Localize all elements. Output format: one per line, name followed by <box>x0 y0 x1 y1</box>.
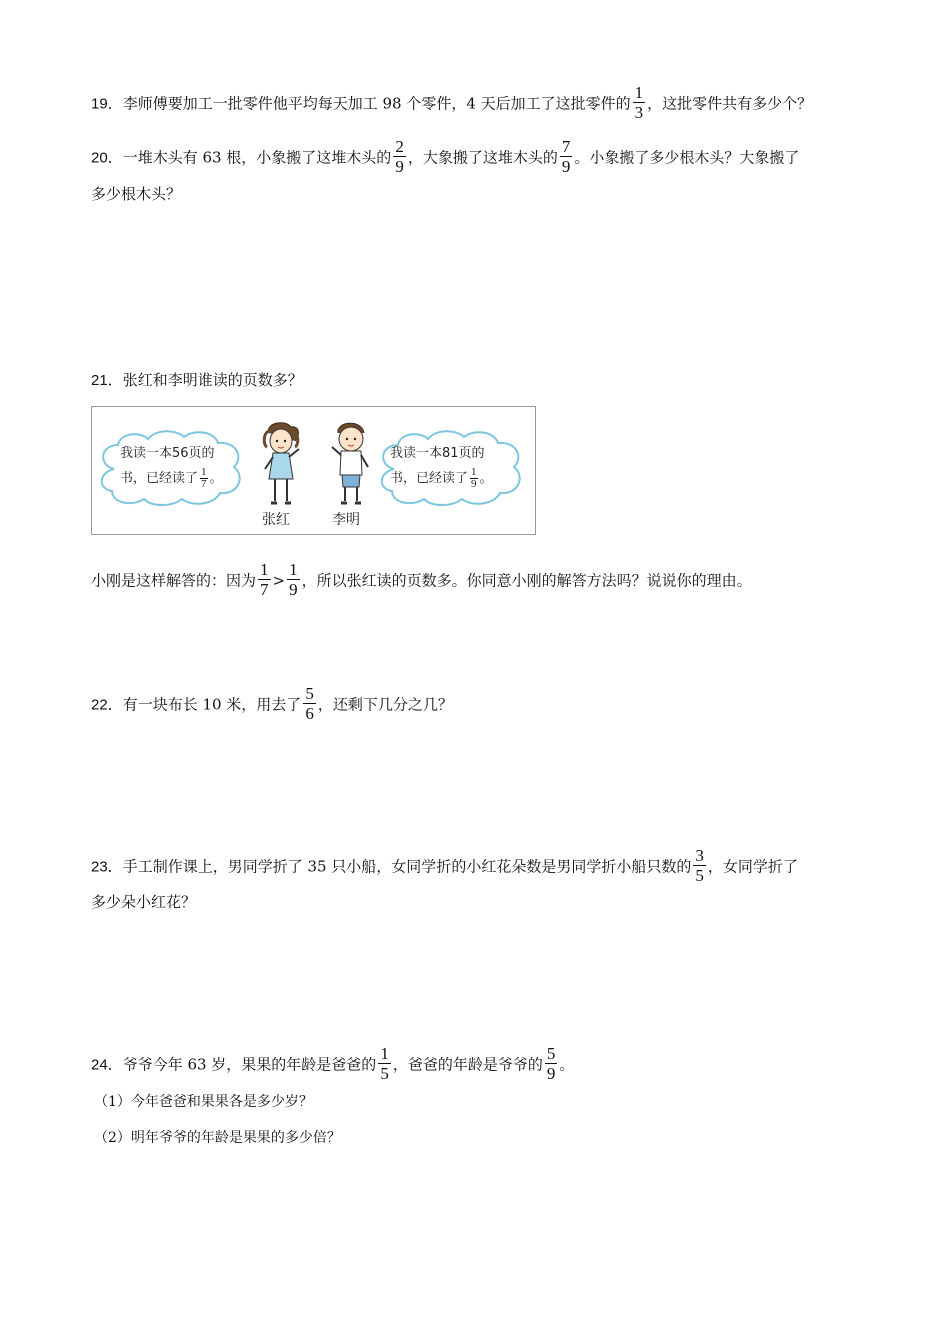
answer-text: 小刚是这样解答的：因为 <box>91 571 257 590</box>
denominator: 9 <box>546 1064 556 1083</box>
question-24 <box>91 1046 574 1085</box>
question-text: ，女同学折了 <box>707 857 798 876</box>
girl-icon <box>255 419 307 511</box>
left-bubble-end: 。 <box>209 471 223 486</box>
numerator: 1 <box>380 1044 389 1063</box>
denominator: 7 <box>260 580 269 599</box>
numerator: 5 <box>305 684 314 703</box>
question-text: 张红和李明谁读的页数多？ <box>122 371 303 389</box>
right-name-label: 李明 <box>332 512 360 528</box>
sub-question-1: （1）今年爸爸和果果各是多少岁？ <box>94 1094 313 1110</box>
question-text: ，还剩下几分之几？ <box>317 695 453 714</box>
denominator: 9 <box>395 157 404 176</box>
fraction <box>560 137 573 176</box>
denominator: 7 <box>201 478 207 490</box>
numerator: 7 <box>561 137 571 156</box>
fraction <box>200 467 208 490</box>
denominator: 3 <box>634 103 644 122</box>
question-23 <box>91 848 798 887</box>
denominator: 9 <box>289 580 298 599</box>
question-20-line-2: 多少根木头？ <box>91 185 182 203</box>
fraction <box>303 684 316 723</box>
question-22 <box>91 686 453 725</box>
question-text: ，这批零件共有多少个？ <box>647 94 813 113</box>
fraction <box>470 467 478 490</box>
question-20 <box>91 139 799 178</box>
right-bubble-text: 书，已经读了 <box>390 471 469 486</box>
reading-illustration <box>91 406 536 535</box>
question-text: 爷爷今年 63 岁，果果的年龄是爸爸的 <box>122 1055 377 1074</box>
right-bubble-line-1: 我读一本81页的 <box>390 446 485 461</box>
answer-text: ，所以张红读的页数多。你同意小刚的解答方法吗？说说你的理由。 <box>301 571 752 590</box>
question-number: 20． <box>91 149 123 167</box>
question-21-answer <box>91 562 752 601</box>
numerator: 2 <box>395 137 404 156</box>
numerator: 1 <box>634 83 644 102</box>
question-number: 24． <box>91 1056 123 1074</box>
left-bubble-text: 书，已经读了 <box>120 471 199 486</box>
numerator: 1 <box>289 560 298 579</box>
question-text: 。小象搬了多少根木头？大象搬了 <box>574 148 800 167</box>
question-text: 。 <box>559 1055 575 1074</box>
denominator: 9 <box>471 478 477 490</box>
numerator: 5 <box>546 1044 556 1063</box>
question-23-line-2: 多少朵小红花？ <box>91 893 197 911</box>
question-number: 21． <box>91 372 123 389</box>
question-number: 23． <box>91 858 123 876</box>
numerator: 1 <box>471 466 477 478</box>
right-bubble-line-2 <box>390 467 493 490</box>
greater-than-sign: > <box>272 571 286 590</box>
fraction <box>693 846 706 885</box>
fraction <box>633 83 646 122</box>
question-number: 22． <box>91 696 123 714</box>
boy-icon <box>324 417 376 511</box>
right-bubble-end: 。 <box>479 471 493 486</box>
numerator: 1 <box>201 466 207 478</box>
denominator: 5 <box>380 1064 389 1083</box>
question-text: ，爸爸的年龄是爷爷的 <box>392 1055 543 1074</box>
question-text: 手工制作课上，男同学折了 35 只小船，女同学折的小红花朵数是男同学折小船只数的 <box>122 857 692 876</box>
fraction <box>393 137 406 176</box>
numerator: 3 <box>695 846 704 865</box>
question-21 <box>91 369 303 392</box>
question-text: 有一块布长 10 米，用去了 <box>122 695 302 714</box>
question-19 <box>91 85 812 124</box>
fraction <box>378 1044 391 1083</box>
denominator: 5 <box>695 866 704 885</box>
numerator: 1 <box>260 560 269 579</box>
fraction <box>545 1044 558 1083</box>
denominator: 9 <box>561 157 571 176</box>
left-name-label: 张红 <box>262 512 290 528</box>
question-text: 一堆木头有 63 根，小象搬了这堆木头的 <box>122 148 392 167</box>
left-bubble-line-1: 我读一本56页的 <box>120 446 215 461</box>
denominator: 6 <box>305 704 314 723</box>
left-bubble-line-2 <box>120 467 223 490</box>
sub-question-2: （2）明年爷爷的年龄是果果的多少倍？ <box>94 1130 341 1146</box>
fraction <box>287 560 300 599</box>
question-text: 李师傅要加工一批零件他平均每天加工 98 个零件，4 天后加工了这批零件的 <box>122 94 631 113</box>
question-number: 19． <box>91 95 123 113</box>
fraction <box>258 560 271 599</box>
question-text: ，大象搬了这堆木头的 <box>407 148 558 167</box>
